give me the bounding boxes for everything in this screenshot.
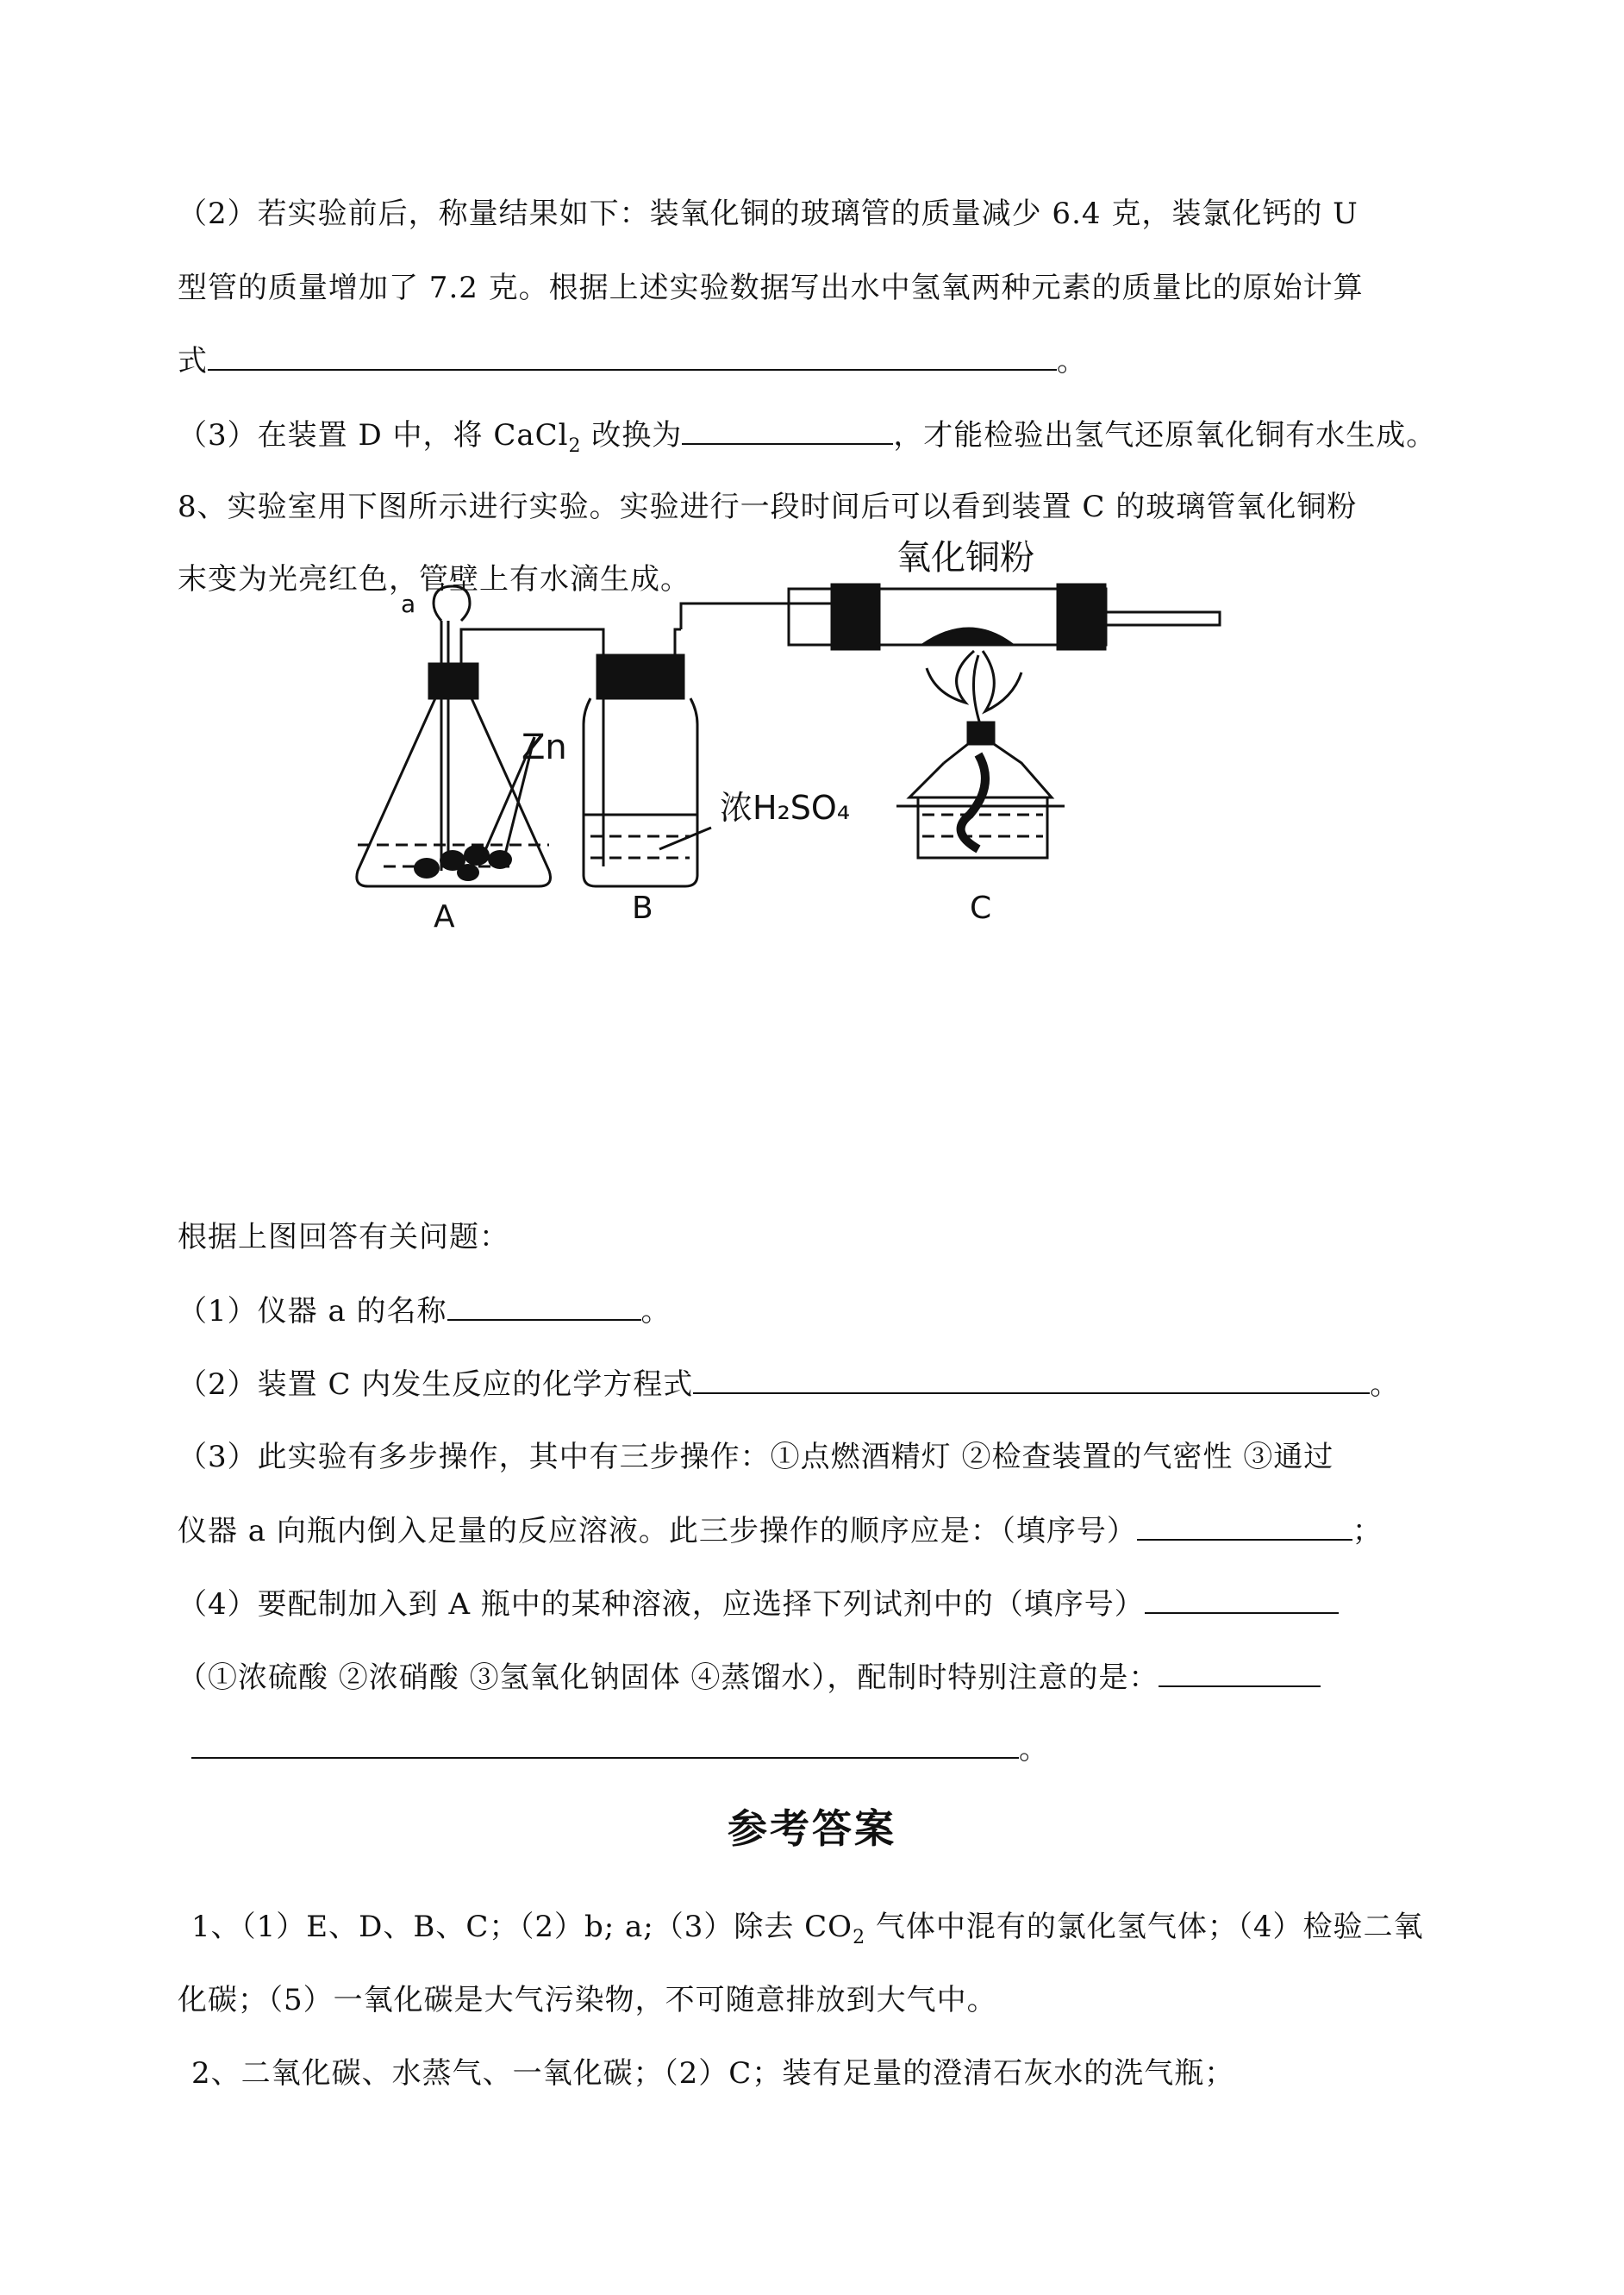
label-acid: 浓H₂SO₄ — [720, 789, 851, 827]
answer-2-text: 2、二氧化碳、水蒸气、一氧化碳；（2）C；装有足量的澄清石灰水的洗气瓶； — [191, 2056, 1235, 2091]
period: 。 — [1370, 1367, 1401, 1402]
label-B: B — [632, 891, 653, 926]
q7-part3-text-pre: （3）在装置 D 中，将 CaCl — [178, 418, 569, 453]
q8-intro-line1 — [178, 490, 1357, 524]
q7-part2-line2 — [178, 271, 1364, 305]
answer-1-line1 — [191, 1910, 1424, 1955]
q8-s4-line2 — [178, 1660, 1321, 1695]
bottle-b — [584, 629, 711, 886]
q7-part2-text-3: 式 — [178, 344, 208, 378]
connecting-tube — [681, 603, 836, 629]
subscript: 2 — [568, 435, 582, 457]
q8-s3-text-1: （3）此实验有多步操作，其中有三步操作：①点燃酒精灯 ②检查装置的气密性 ③通过 — [178, 1440, 1334, 1474]
answer-1-text-post: 气体中混有的氯化氢气体；（4）检验二氧 — [865, 1910, 1424, 1944]
apparatus-diagram — [340, 526, 1228, 940]
answer-blank-q8-4a[interactable] — [1145, 1586, 1339, 1614]
semicolon: ； — [1352, 1514, 1383, 1548]
q8-s3-line2 — [178, 1513, 1383, 1548]
q7-part3-text-mid: 改换为 — [581, 418, 683, 453]
alcohol-lamp — [896, 651, 1065, 858]
q8-s4-text-1: （4）要配制加入到 A 瓶中的某种溶液，应选择下列试剂中的（填序号） — [178, 1587, 1145, 1622]
answer-blank-q7-3[interactable] — [682, 417, 893, 445]
answer-blank-q8-3[interactable] — [1137, 1513, 1352, 1541]
answer-blank-q8-2[interactable] — [693, 1366, 1370, 1394]
q7-part2-line3 — [178, 343, 1087, 378]
label-copper-oxide-powder: 氧化铜粉 — [896, 538, 1034, 578]
q8-intro-text-1: 8、实验室用下图所示进行实验。实验进行一段时间后可以看到装置 C 的玻璃管氧化铜粉 — [178, 490, 1358, 524]
answer-blank-q8-4b[interactable] — [1159, 1660, 1321, 1687]
answer-blank-q8-4c[interactable] — [191, 1731, 1019, 1759]
subscript: 2 — [853, 1926, 866, 1948]
q8-s2-text: （2）装置 C 内发生反应的化学方程式 — [178, 1367, 694, 1402]
period: 。 — [640, 1294, 671, 1329]
zinc-granules — [414, 845, 512, 881]
label-C: C — [970, 891, 992, 926]
tube-c — [789, 585, 1220, 649]
q8-s1-line — [178, 1293, 671, 1329]
answer-1-line2 — [178, 1983, 997, 2017]
q7-part2-text-1: （2）若实验前后，称量结果如下：装氧化铜的玻璃管的质量减少 6.4 克，装氯化钙的 U — [178, 197, 1359, 231]
q8-s3-text-2: 仪器 a 向瓶内倒入足量的反应溶液。此三步操作的顺序应是：（填序号） — [178, 1514, 1137, 1548]
answer-1-text-2: 化碳；（5）一氧化碳是大气污染物，不可随意排放到大气中。 — [178, 1983, 997, 2017]
answer-2-line — [191, 2056, 1234, 2091]
q8-s3-line1 — [178, 1440, 1334, 1474]
q8-s2-line — [178, 1366, 1400, 1402]
q7-part3-text-post: ，才能检验出氢气还原氧化铜有水生成。 — [893, 418, 1437, 453]
period: 。 — [1057, 344, 1087, 378]
period: 。 — [1019, 1732, 1049, 1767]
q8-s4-line3 — [191, 1731, 1049, 1767]
label-A: A — [434, 899, 455, 935]
answer-1-text-pre: 1、（1）E、D、B、C；（2）b; a;（3）除去 CO — [191, 1910, 853, 1944]
answer-blank-q8-1[interactable] — [447, 1293, 641, 1321]
answer-key-title: 参考答案 — [728, 1805, 896, 1852]
answer-blank-q7-2[interactable] — [208, 343, 1057, 371]
q8-prompt-text: 根据上图回答有关问题： — [178, 1220, 509, 1254]
q7-part2-text-2: 型管的质量增加了 7.2 克。根据上述实验数据写出水中氢氧两种元素的质量比的原始计算 — [178, 271, 1364, 305]
q7-part3-line — [178, 417, 1436, 464]
label-a: a — [401, 590, 416, 618]
q8-prompt — [178, 1220, 509, 1254]
q8-s1-text: （1）仪器 a 的名称 — [178, 1294, 447, 1329]
label-zn: Zn — [522, 728, 567, 767]
q8-s4-text-2: （①浓硫酸 ②浓硝酸 ③氢氧化钠固体 ④蒸馏水），配制时特别注意的是： — [178, 1660, 1159, 1695]
q8-intro-text-2: 末变为光亮红色，管壁上有水滴生成。 — [178, 562, 690, 597]
q7-part2-line1 — [178, 197, 1359, 231]
q8-s4-line1 — [178, 1586, 1339, 1622]
